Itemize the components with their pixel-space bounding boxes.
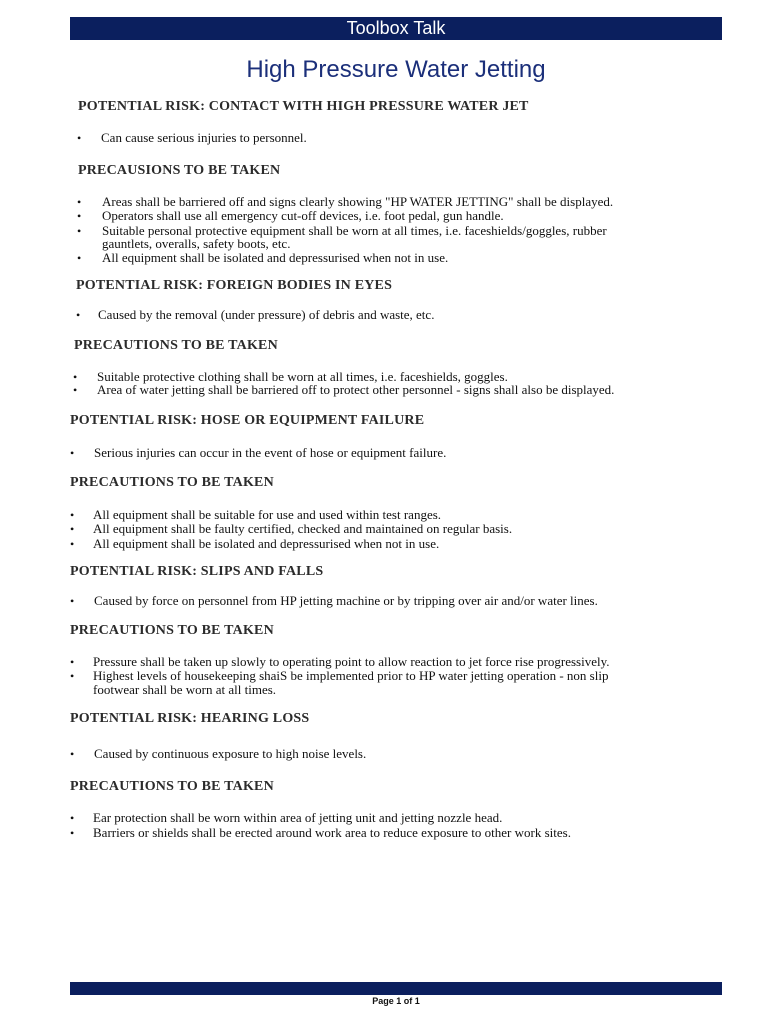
bullet-item-text: Highest levels of housekeeping shaiS be implemented prior to HP water jetting operation - non slip	[93, 668, 609, 683]
bullet-item-text: Caused by continuous exposure to high noise levels.	[94, 746, 367, 761]
document-title: High Pressure Water Jetting	[246, 56, 546, 83]
section-heading: POTENTIAL RISK: CONTACT WITH HIGH PRESSURE WATER JET	[78, 99, 529, 114]
bullet-item-text: Area of water jetting shall be barriered off to protect other personnel - signs shall also be displayed.	[97, 382, 615, 397]
bullet-item-text: Caused by force on personnel from HP jetting machine or by tripping over air and/or water lines.	[94, 593, 598, 608]
bullet-icon: •	[77, 131, 82, 145]
bullet-icon: •	[73, 383, 78, 397]
section-heading: POTENTIAL RISK: HOSE OR EQUIPMENT FAILURE	[70, 413, 425, 428]
bullet-icon: •	[70, 537, 75, 551]
section-heading: PRECAUTIONS TO BE TAKEN	[70, 779, 274, 794]
bullet-item-text: All equipment shall be isolated and depressurised when not in use.	[93, 536, 440, 551]
bullet-icon: •	[70, 669, 75, 683]
bullet-icon: •	[77, 209, 82, 223]
bullet-icon: •	[70, 508, 75, 522]
section-heading: POTENTIAL RISK: SLIPS AND FALLS	[70, 564, 324, 579]
bullet-item-text: Caused by the removal (under pressure) of debris and waste, etc.	[98, 307, 435, 322]
bullet-item-text: Barriers or shields shall be erected around work area to reduce exposure to other work sites.	[93, 825, 571, 840]
section-heading: POTENTIAL RISK: FOREIGN BODIES IN EYES	[76, 278, 393, 293]
bullet-item-text: Serious injuries can occur in the event of hose or equipment failure.	[94, 445, 447, 460]
bullet-item-text: Ear protection shall be worn within area of jetting unit and jetting nozzle head.	[93, 810, 503, 825]
bullet-icon: •	[73, 370, 78, 384]
section-heading: POTENTIAL RISK: HEARING LOSS	[70, 711, 310, 726]
section-heading: PRECAUTIONS TO BE TAKEN	[70, 475, 274, 490]
section-heading: PRECAUTIONS TO BE TAKEN	[70, 623, 274, 638]
bullet-icon: •	[70, 446, 75, 460]
bullet-icon: •	[70, 826, 75, 840]
bullet-item-text: Areas shall be barriered off and signs clearly showing "HP WATER JETTING" shall be displayed.	[102, 194, 614, 209]
bullet-icon: •	[77, 195, 82, 209]
section-heading: PRECAUTIONS TO BE TAKEN	[74, 338, 278, 353]
bullet-item-text: Operators shall use all emergency cut-off devices, i.e. foot pedal, gun handle.	[102, 208, 504, 223]
bullet-item-text: All equipment shall be suitable for use and used within test ranges.	[93, 507, 442, 522]
bullet-icon: •	[70, 811, 75, 825]
bullet-icon: •	[76, 308, 81, 322]
bullet-item-text: All equipment shall be faulty certified, checked and maintained on regular basis.	[93, 521, 513, 536]
bullet-icon: •	[77, 224, 82, 238]
toolbox-talk-banner: Toolbox Talk	[70, 17, 722, 40]
bullet-item-text: Suitable protective clothing shall be worn at all times, i.e. faceshields, goggles.	[97, 369, 508, 384]
footer-bar	[70, 982, 722, 995]
bullet-icon: •	[70, 655, 75, 669]
bullet-icon: •	[70, 522, 75, 536]
page-number: Page 1 of 1	[372, 996, 420, 1006]
bullet-icon: •	[70, 747, 75, 761]
bullet-item-text: All equipment shall be isolated and depressurised when not in use.	[102, 250, 449, 265]
bullet-icon: •	[77, 251, 82, 265]
bullet-icon: •	[70, 594, 75, 608]
bullet-item-text: Pressure shall be taken up slowly to operating point to allow reaction to jet force rise progressively.	[93, 654, 610, 669]
bullet-item-continuation: gauntlets, overalls, safety boots, etc.	[102, 236, 291, 251]
bullet-item-text: Suitable personal protective equipment shall be worn at all times, i.e. faceshields/goggles, rubber	[102, 223, 607, 238]
bullet-item-text: Can cause serious injuries to personnel.	[101, 130, 307, 145]
section-heading: PRECAUSIONS TO BE TAKEN	[78, 163, 281, 178]
bullet-item-continuation: footwear shall be worn at all times.	[93, 682, 277, 697]
